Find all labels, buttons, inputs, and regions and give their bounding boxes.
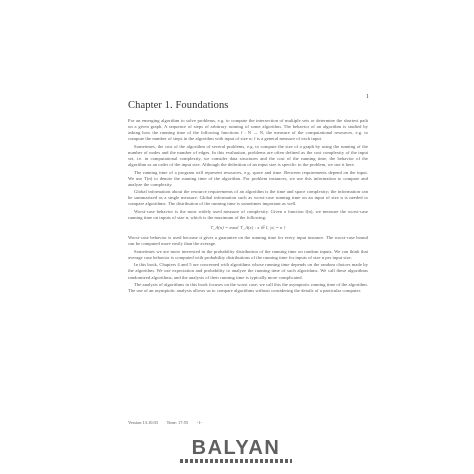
paragraph: For an emerging algorithm to solve problems, e.g. to compute the intersection of multiple sets or determine the shortest path on a given graph. A sequence of steps of arbitrary running of some algorithm. The behavior of an algorithm is studied by asking how the running time of the following functions f : N → N, the measure of the computational resources, e.g. to compute the number of steps in the algorithm with input of size n; f is a general measure of each input. [128,118,368,142]
paragraph: Worst-case behavior is the most widely used measure of complexity. Given a function f(n), we measure the worst-case running time on inputs of size n, which is the maximum of the following: [128,208,368,220]
paragraph: Sometimes, the cost of the algorithm of several problems, e.g. to compute the size of a graph by using the running of the number of nodes and the number of edges. In this evaluation, problems are often defined as the cost complexity of the input set, i.e. in computational complexity, we consider data structures and the cost of the running time, the behavior of the algorithm as an order of the input size. Although the definition of an input size is specific to the problem, we use it here. [128,143,368,168]
paragraph: In this book, Chapters 4 and 5 are concerned with algorithms whose running time depends on the random choices made by the algorithm. We use expectation and probability to analyze the running time of such algorithms. We call these algorithms randomized algorithms, and the analysis of their running time is typically more complicated. [128,262,368,280]
chapter-title: Chapter 1. Foundations [128,100,229,111]
watermark-text: BALYAN [191,437,281,459]
watermark-logo [160,438,312,464]
watermark-underline [180,459,292,463]
display-formula: T_A(n) = max{ T_A(x) : x ∈ I, |x| = n } [210,225,286,231]
paragraph: The running time of a program will represent resources, e.g. space and time. Between requirements depend on the input. We use T(n) to denote the running time of the algorithm. For problem instances, we use this information to compare and analyze the complexity. [128,169,368,187]
body-text [128,118,368,296]
paragraph: Global information about the resource requirements of an algorithm is the time and space complexity; the information can be summarized as a single measure. Global information such as worst-case running time on an input of size n is needed to compare algorithms. The distribution of the running time is sometimes important as well. [128,189,368,207]
page-number: 1 [366,94,369,100]
page-footer: Version 13.10.03 Time: 17:55 -1- [128,420,202,425]
paragraph: The analysis of algorithms in this book focuses on the worst case; we call this the asymptotic running time of the algorithm. The use of an asymptotic analysis allows us to compare algorithms without considering the details of a particular computer. [128,281,368,294]
paragraph: Sometimes we are more interested in the probability distribution of the running time on random inputs. We can think that average case behavior is computed with probability distributions of the running time for inputs of size n per input size. [128,248,368,260]
paragraph: Worst-case behavior is used because it gives a guarantee on the running time for every input instance. The worst-case bound can be computed more easily than the average. [128,235,368,247]
